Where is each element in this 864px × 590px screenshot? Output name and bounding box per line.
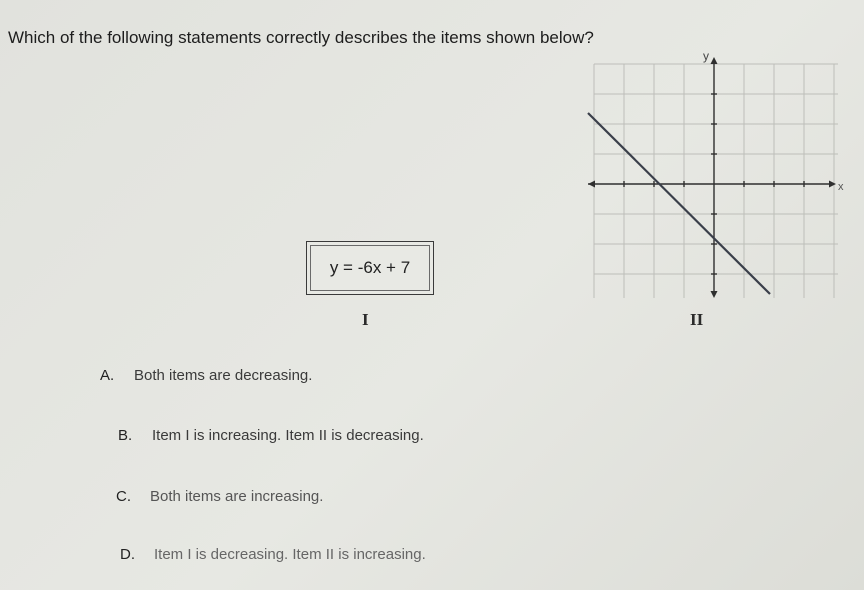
choice-a[interactable] (100, 367, 312, 384)
item-one-label: I (362, 310, 369, 329)
choice-a-text: Both items are decreasing. (134, 367, 313, 384)
equation-text: y = -6x + 7 (310, 245, 430, 291)
choice-b-text: Item I is increasing. Item II is decreasing. (152, 427, 424, 444)
graph-grid (594, 64, 838, 298)
choice-d-letter: D. (120, 546, 135, 563)
item-two-graph (580, 48, 842, 308)
item-two-label: II (690, 310, 704, 329)
equation-box (306, 241, 434, 295)
choice-c-text: Both items are increasing. (150, 488, 324, 505)
y-axis-label: y (703, 49, 709, 63)
question-text: Which of the following statements correctly describes the items shown below? (8, 28, 594, 47)
choice-d[interactable] (120, 546, 426, 563)
choice-d-text: Item I is decreasing. Item II is increasing. (154, 546, 426, 563)
x-axis-label: x (838, 181, 844, 193)
x-axis (588, 181, 836, 188)
choice-c-letter: C. (116, 488, 131, 505)
choice-b[interactable] (118, 427, 424, 444)
decreasing-line (588, 113, 770, 294)
y-axis (711, 57, 718, 298)
choice-a-letter: A. (100, 367, 115, 384)
choice-c[interactable] (116, 488, 323, 505)
choice-b-letter: B. (118, 427, 133, 444)
